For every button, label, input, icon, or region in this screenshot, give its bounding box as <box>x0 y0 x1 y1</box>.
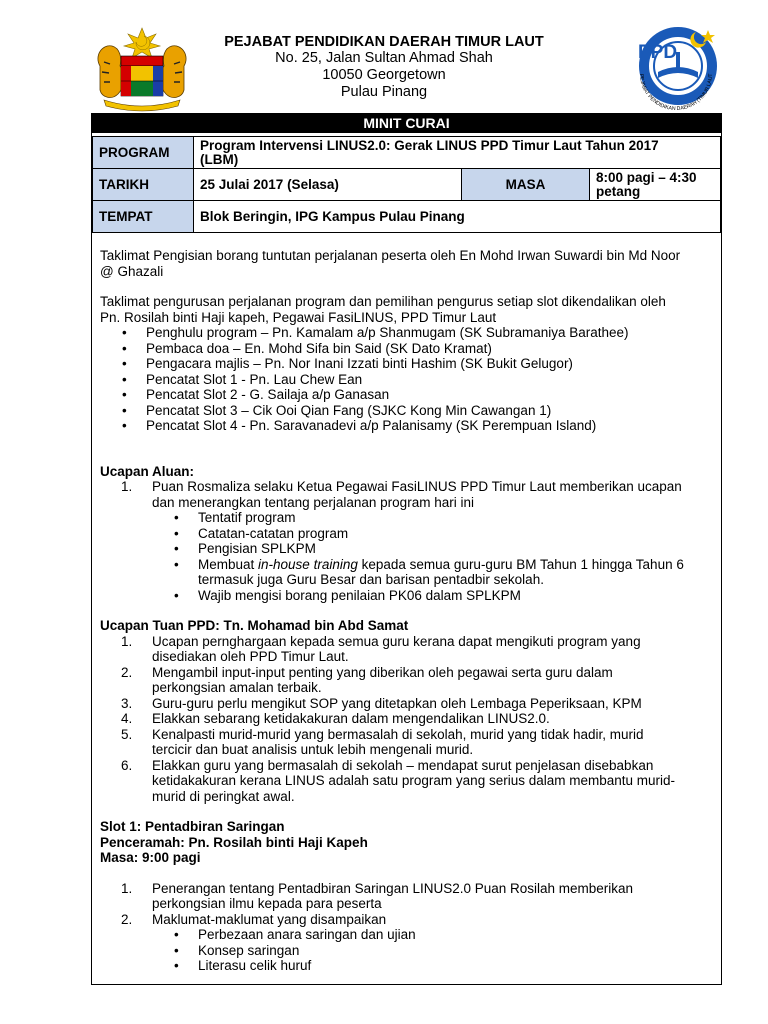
letterhead <box>0 0 768 110</box>
masa-value <box>590 169 721 201</box>
list-item: • Pencatat Slot 4 - Pn. Saravanadevi a/p Palanisamy (SK Perempuan Island) <box>100 418 716 434</box>
aluan-list <box>100 479 716 510</box>
paragraph-2: Taklimat pengurusan perjalanan program dan pemilihan pengurus setiap slot dikendalikan oleh Pn. Rosilah binti Haji kapeh, Pegawai FasiLINUS, PPD Timur Laut <box>100 294 666 325</box>
list-item: • Pengacara majlis – Pn. Nor Inani Izzati binti Hashim (SK Bukit Gelugor) <box>100 356 716 372</box>
list-item: • Pembaca doa – En. Mohd Sifa bin Said (SK Dato Kramat) <box>100 341 716 357</box>
list-item: 4. Elakkan sebarang ketidakakuran dalam mengendalikan LINUS2.0. <box>121 711 550 726</box>
list-item: 1. Ucapan pernghargaan kepada semua guru kerana dapat mengikuti program yang disediakan oleh PPD Timur Laut. <box>121 633 641 664</box>
ppd-list <box>100 634 716 805</box>
slot1-sublist <box>100 927 716 974</box>
list-item: 5. Kenalpasti murid-murid yang bermasalah di sekolah, murid yang tidak hadir, murid tercicir dan buat analisis untuk lebih mengenali murid. <box>121 726 644 757</box>
list-item: 1. Penerangan tentang Pentadbiran Saringan LINUS2.0 Puan Rosilah memberikan perkongsian ilmu kepada para peserta <box>121 880 634 911</box>
list-item: • Membuat in-house training kepada semua guru-guru BM Tahun 1 hingga Tahun 6 termasuk juga Guru Besar dan barisan pentadbir sekolah. <box>100 557 716 588</box>
minutes-body <box>100 248 716 974</box>
list-item: • Pencatat Slot 2 - G. Sailaja a/p Ganasan <box>100 387 716 403</box>
masa-value-line-2: petang <box>596 183 641 199</box>
address-line-1: No. 25, Jalan Sultan Ahmad Shah <box>275 50 493 66</box>
list-item: • Catatan-catatan program <box>100 526 716 542</box>
list-item: • Literasu celik huruf <box>100 958 716 974</box>
tempat-label: TEMPAT <box>93 201 194 233</box>
list-item: 1. Puan Rosmaliza selaku Ketua Pegawai FasiLINUS PPD Timur Laut memberikan ucapan dan menerangkan tentang perjalanan program hari ini <box>121 479 682 510</box>
ppd-logo-ring-text: PEJABAT PENDIDIKAN DAERAH (TIMUR LAUT <box>637 73 715 112</box>
list-item: • Penghulu program – Pn. Kamalam a/p Shanmugam (SK Subramaniya Barathee) <box>100 325 716 341</box>
list-item: • Konsep saringan <box>100 943 716 959</box>
tempat-value: Blok Beringin, IPG Kampus Pulau Pinang <box>194 201 721 233</box>
aluan-sublist <box>100 510 716 603</box>
address-line-3: Pulau Pinang <box>340 84 428 100</box>
slot1-list <box>100 881 716 928</box>
section-heading-slot1: Slot 1: Pentadbiran Saringan <box>100 819 285 834</box>
masa-value-line-1: 8:00 pagi – 4:30 <box>596 169 697 185</box>
masa-label: MASA <box>462 169 590 201</box>
list-item: • Tentatif program <box>100 510 716 526</box>
tarikh-value: 25 Julai 2017 (Selasa) <box>194 169 462 201</box>
list-item: • Perbezaan anara saringan dan ujian <box>100 927 716 943</box>
list-item: 3. Guru-guru perlu mengikut SOP yang ditetapkan oleh Lembaga Peperiksaan, KPM <box>121 695 642 711</box>
program-value-line-2: (LBM) <box>200 151 239 167</box>
slot1-speaker: Penceramah: Pn. Rosilah binti Haji Kapeh <box>100 834 368 850</box>
list-item: 2. Mengambil input-input penting yang diberikan oleh pegawai serta guru dalam perkongsian amalan terbaik. <box>121 664 613 695</box>
paragraph-1: Taklimat Pengisian borang tuntutan perjalanan peserta oleh En Mohd Irwan Suwardi bin Md Noor @ Ghazali <box>100 248 681 279</box>
ppd-logo-text: PPD <box>638 42 678 63</box>
section-heading-ppd: Ucapan Tuan PPD: Tn. Mohamad bin Abd Samat <box>100 618 409 633</box>
list-item: 6. Elakkan guru yang bermasalah di sekolah – mendapat surut penjelasan disebabkan ketidakakuran kerana LINUS adalah satu program yang serius dalam membantu murid- murid di peringkat awal. <box>121 757 676 804</box>
organization-name: PEJABAT PENDIDIKAN DAERAH TIMUR LAUT <box>224 34 544 50</box>
list-item: • Pencatat Slot 1 - Pn. Lau Chew Ean <box>100 372 716 388</box>
slot1-time: Masa: 9:00 pagi <box>100 850 201 865</box>
ppd-logo <box>630 22 722 112</box>
coat-of-arms-logo <box>92 26 192 112</box>
list-item: • Pencatat Slot 3 – Cik Ooi Qian Fang (SJKC Kong Min Cawangan 1) <box>100 403 716 419</box>
info-table <box>92 136 721 233</box>
list-item: • Pengisian SPLKPM <box>100 541 716 557</box>
program-label: PROGRAM <box>93 137 194 169</box>
document-title: MINIT CURAI <box>92 114 721 133</box>
section-heading-aluan: Ucapan Aluan: <box>100 463 195 479</box>
address-line-2: 10050 Georgetown <box>322 67 446 83</box>
program-value <box>194 137 721 169</box>
roles-list <box>100 325 716 434</box>
list-item: 2. Maklumat-maklumat yang disampaikan <box>121 911 387 927</box>
tarikh-label: TARIKH <box>93 169 194 201</box>
list-item: • Wajib mengisi borang penilaian PK06 dalam SPLKPM <box>100 588 716 604</box>
minutes-document <box>91 113 722 985</box>
program-value-line-1: Program Intervensi LINUS2.0: Gerak LINUS PPD Timur Laut Tahun 2017 <box>200 137 659 153</box>
